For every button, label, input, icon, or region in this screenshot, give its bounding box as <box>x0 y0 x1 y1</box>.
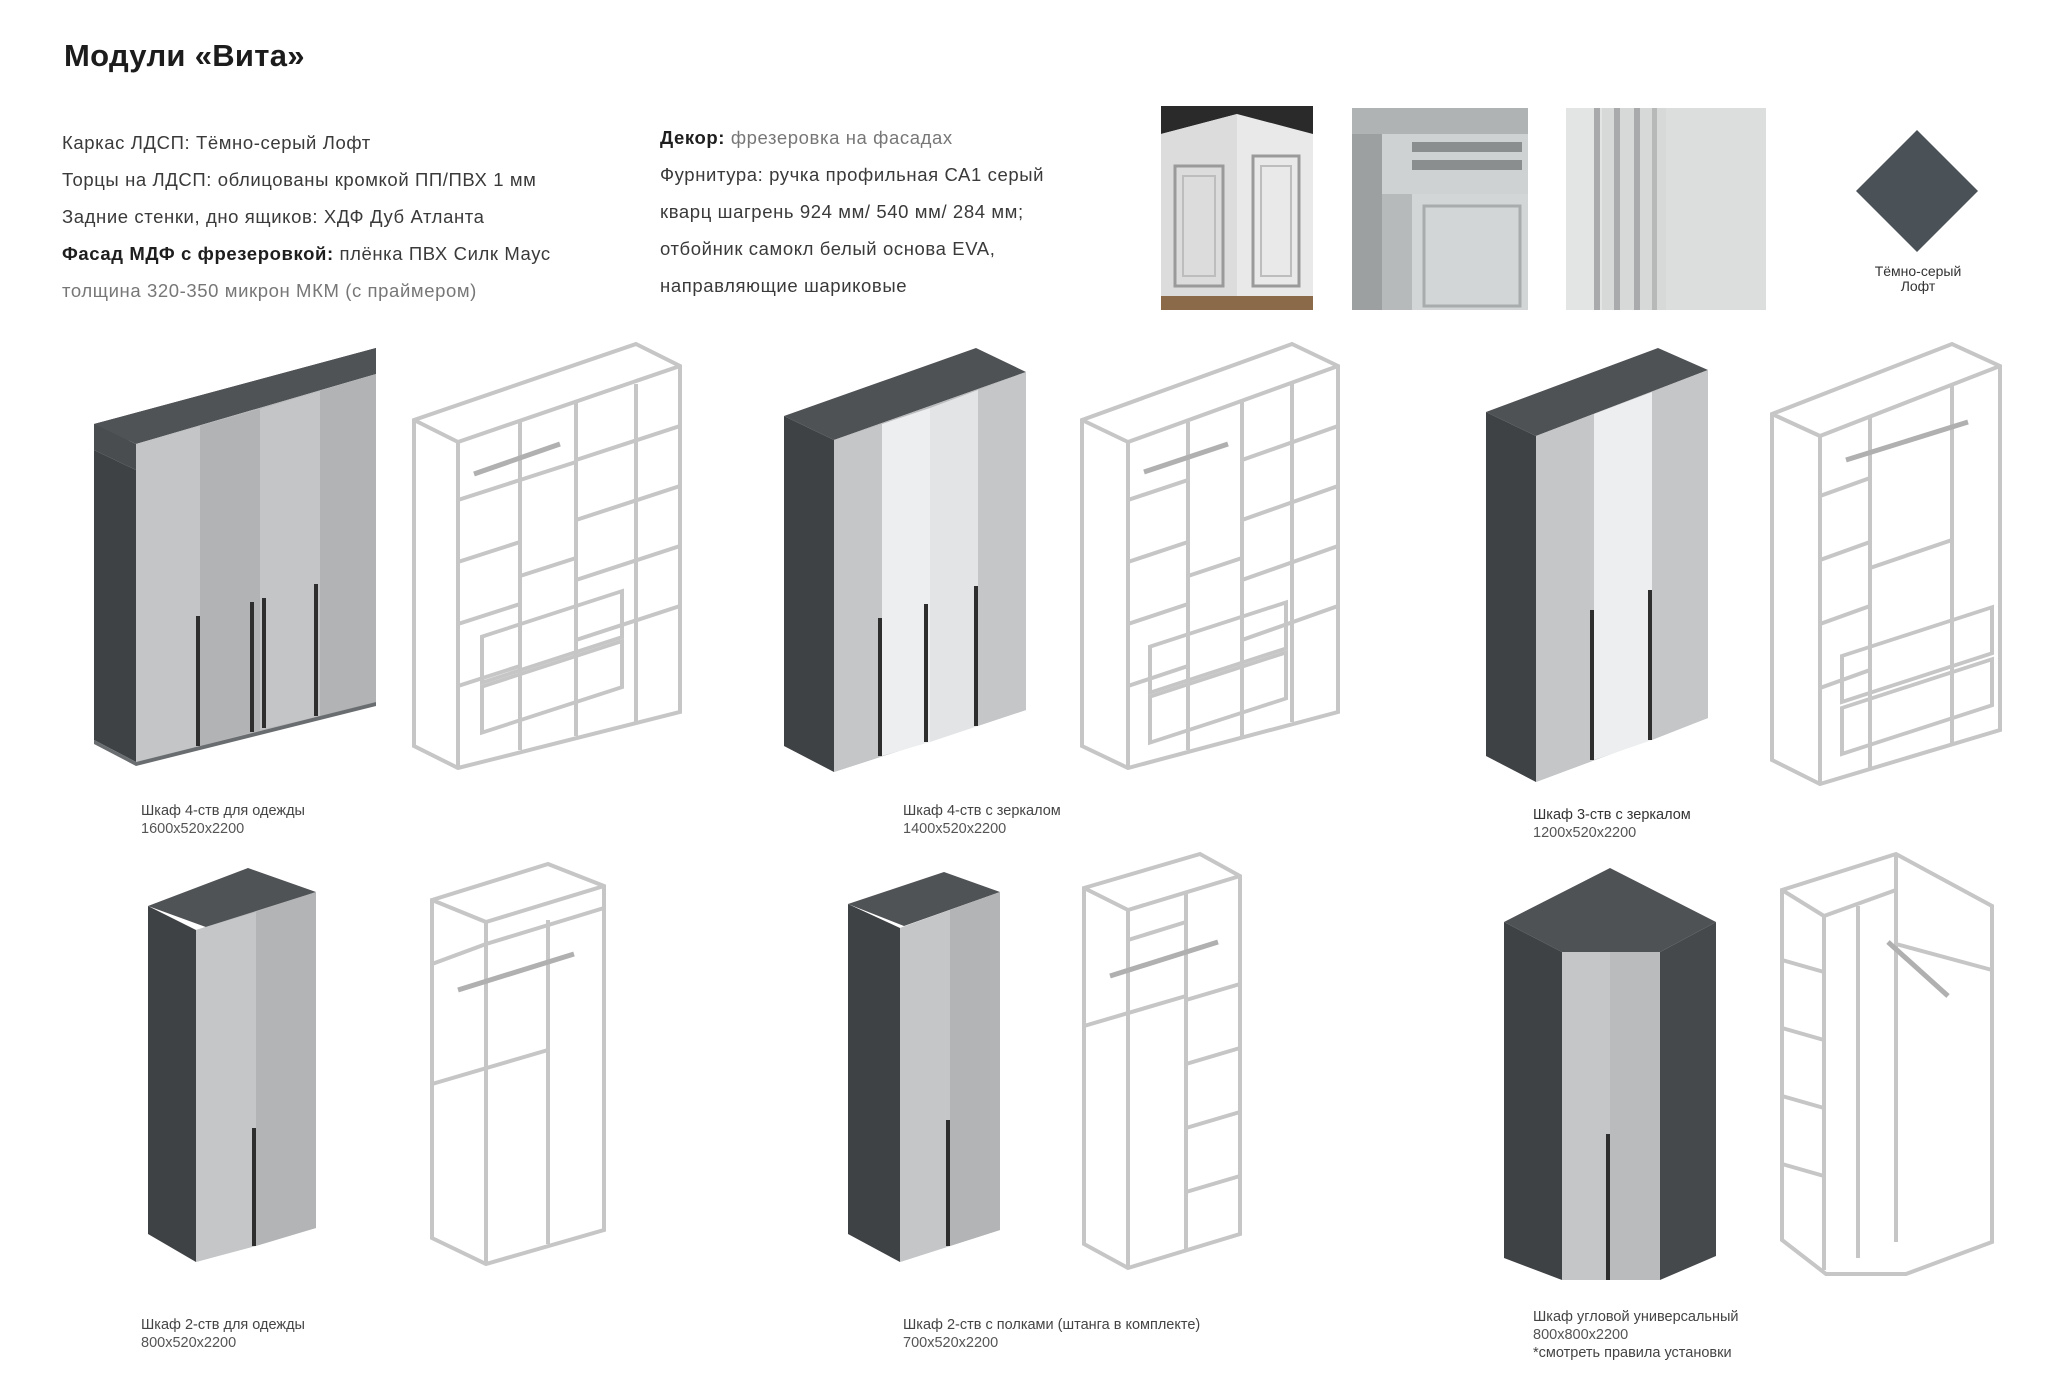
wardrobe-3door-mirror-wireframe <box>1768 340 2008 790</box>
spec-line-facade: Фасад МДФ с фрезеровкой: плёнка ПВХ Силк Маус <box>62 243 551 264</box>
caption-product-1: Шкаф 4-ств для одежды 1600x520x2200 <box>141 803 305 837</box>
caption-product-6: Шкаф угловой универсальный 800x800x2200 *смотреть правила установки <box>1533 1309 1739 1361</box>
spec-line-hardware-2: кварц шагрень 924 мм/ 540 мм/ 284 мм; <box>660 201 1024 222</box>
wardrobe-4door-wireframe <box>410 340 690 770</box>
corner-wardrobe-wireframe <box>1778 850 1998 1280</box>
spec-line-thickness: толщина 320-350 микрон МКМ (с праймером) <box>62 280 477 301</box>
caption-product-5: Шкаф 2-ств с полками (штанга в комплекте) 700x520x2200 <box>903 1317 1201 1351</box>
spec-line-back: Задние стенки, дно ящиков: ХДФ Дуб Атланта <box>62 206 485 227</box>
spec-line-edges: Торцы на ЛДСП: облицованы кромкой ПП/ПВХ 1 мм <box>62 169 537 190</box>
color-swatch-label: Тёмно-серый Лофт <box>1874 263 1962 294</box>
spec-line-hardware-1: Фурнитура: ручка профильная СА1 серый <box>660 164 1045 185</box>
wardrobe-2door-shelves-render <box>844 870 1004 1266</box>
page-title: Модули «Вита» <box>64 38 305 73</box>
corner-wardrobe-render <box>1500 864 1720 1284</box>
caption-product-2: Шкаф 4-ств с зеркалом 1400x520x2200 <box>903 803 1061 837</box>
specs-right <box>660 119 1044 304</box>
wardrobe-2door-wireframe <box>428 860 608 1270</box>
color-swatch-diamond <box>1852 126 1982 256</box>
wardrobe-4door-render <box>90 346 380 766</box>
wardrobe-2door-shelves-wireframe <box>1080 850 1250 1274</box>
spec-line-hardware-4: направляющие шариковые <box>660 275 908 296</box>
facade-photo-3 <box>1566 108 1766 310</box>
wardrobe-4door-mirror-wireframe <box>1078 340 1348 770</box>
spec-line-carcass: Каркас ЛДСП: Тёмно-серый Лофт <box>62 132 371 153</box>
spec-line-hardware-3: отбойник самокл белый основа EVA, <box>660 238 996 259</box>
wardrobe-3door-mirror-render <box>1482 346 1712 786</box>
caption-product-3: Шкаф 3-ств с зеркалом 1200x520x2200 <box>1533 807 1691 841</box>
spec-line-decor: Декор: фрезеровка на фасадах <box>660 127 953 148</box>
wardrobe-2door-render <box>144 866 320 1266</box>
wardrobe-4door-mirror-render <box>780 346 1030 776</box>
facade-photo-1 <box>1161 106 1313 310</box>
facade-photo-2 <box>1352 108 1528 310</box>
caption-product-4: Шкаф 2-ств для одежды 800x520x2200 <box>141 1317 305 1351</box>
specs-left <box>62 124 551 309</box>
